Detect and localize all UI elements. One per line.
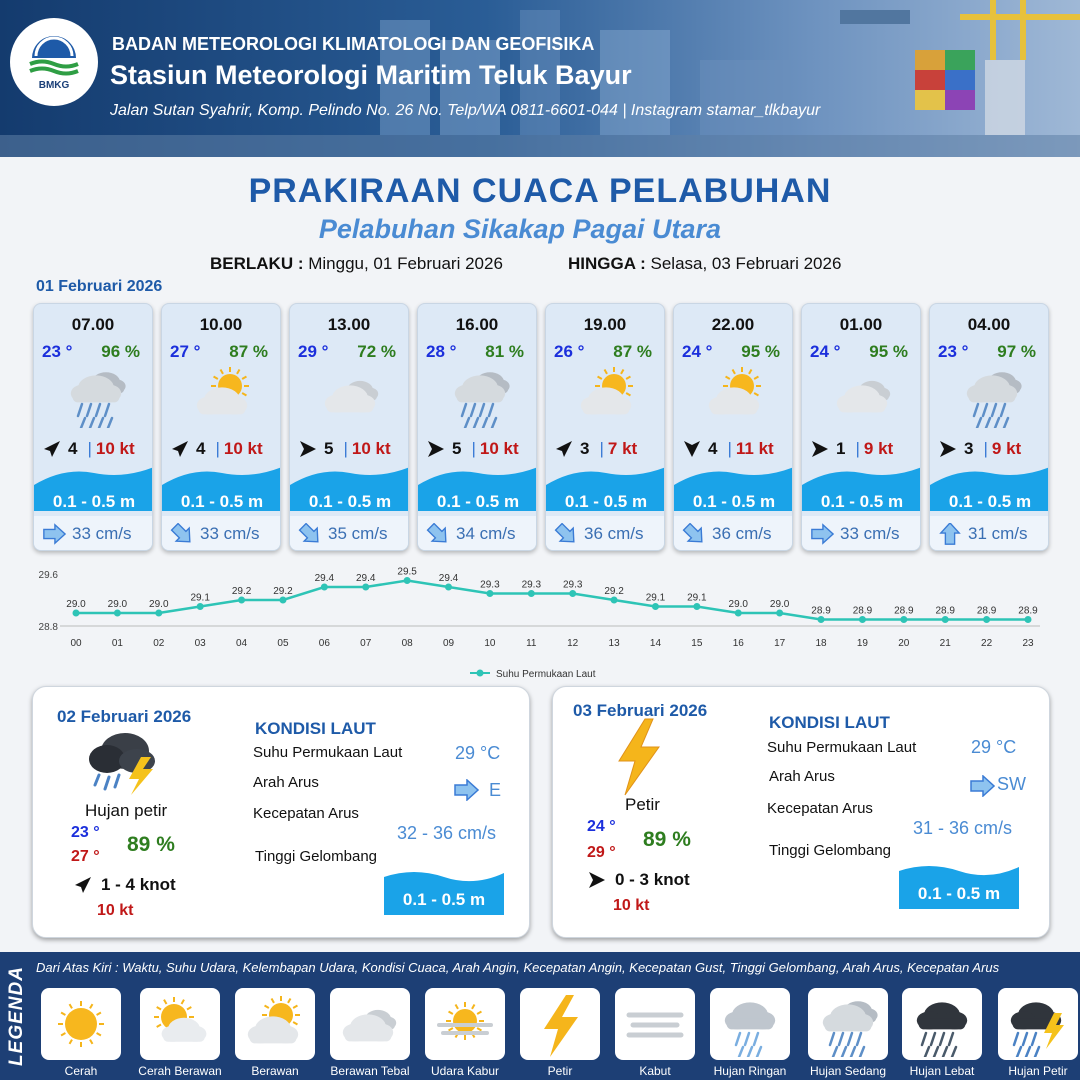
x-tick-label: 16	[732, 638, 744, 649]
day1-date: 01 Februari 2026	[36, 278, 163, 295]
valid-to	[568, 254, 841, 274]
forecast-gust: 7 kt	[607, 439, 638, 458]
forecast-wind: 1 | 9 kt	[810, 439, 920, 459]
forecast-wind: 4 | 11 kt	[682, 439, 792, 459]
forecast-wind-speed: 3	[964, 439, 974, 458]
current-arrow-se-icon	[554, 523, 578, 545]
forecast-current	[802, 516, 921, 551]
sst-data-point	[197, 603, 204, 610]
day3-date: 03 Februari 2026	[573, 701, 708, 720]
legend-item	[520, 988, 600, 1060]
legend-label: Hujan Ringan	[713, 1064, 787, 1078]
sst-data-label: 29.4	[438, 573, 459, 584]
legend-label: Hujan Sedang	[809, 1064, 887, 1078]
sst-data-point	[942, 616, 949, 623]
forecast-time: 04.00	[967, 315, 1011, 334]
legend-item	[425, 988, 505, 1060]
forecast-wind: 3 | 7 kt	[554, 439, 664, 459]
hujan-sedang-icon	[952, 362, 1032, 428]
day2-current-dir-label: Arah Arus	[253, 774, 319, 791]
legend-item	[615, 988, 695, 1060]
current-arrow-se-icon	[298, 523, 322, 545]
forecast-wind-speed: 4	[708, 439, 718, 458]
wind-arrow-e-icon	[938, 439, 958, 459]
sst-data-point	[900, 616, 907, 623]
current-arrow-e-icon	[42, 523, 66, 545]
legend-label: Petir	[547, 1064, 573, 1078]
forecast-gust: 10 kt	[351, 439, 391, 458]
forecast-current	[546, 516, 665, 551]
cerah-icon	[41, 991, 121, 1057]
legend-item	[140, 988, 220, 1060]
valid-from-label: BERLAKU :	[210, 254, 304, 273]
forecast-current-speed: 33 cm/s	[72, 524, 132, 543]
day3-current-speed-label: Kecepatan Arus	[767, 800, 873, 817]
forecast-humidity: 87 %	[613, 342, 652, 361]
legend-label: Hujan Lebat	[909, 1064, 975, 1078]
petir-icon	[520, 991, 600, 1057]
current-arrow-n-icon	[938, 523, 962, 545]
wind-arrow-e-icon	[426, 439, 446, 459]
forecast-temp: 23 °	[42, 342, 73, 361]
sst-data-point	[238, 597, 245, 604]
x-tick-label: 09	[442, 638, 455, 649]
sst-data-point	[362, 584, 369, 591]
forecast-temp: 27 °	[170, 342, 201, 361]
sst-data-label: 29.0	[149, 599, 169, 610]
forecast-wind-speed: 3	[580, 439, 590, 458]
berawan-icon	[235, 991, 315, 1057]
berawan-icon	[568, 362, 648, 428]
station-address: Jalan Sutan Syahrir, Komp. Pelindo No. 26 No. Telp/WA 0811-6601-044 | Instagram stamar_tlkbayur	[110, 102, 821, 119]
forecast-wave-height: 0.1 - 0.5 m	[564, 492, 648, 511]
x-tick-label: 15	[691, 638, 703, 649]
forecast-wind-speed: 4	[196, 439, 206, 458]
forecast-wind: 5 | 10 kt	[426, 439, 536, 459]
forecast-wind: 4 | 10 kt	[170, 439, 280, 459]
legend-label: Hujan Petir	[1008, 1064, 1068, 1078]
x-tick-label: 13	[608, 638, 620, 649]
sst-data-label: 29.1	[687, 592, 707, 604]
forecast-card	[673, 303, 793, 551]
day3-current-speed: 31 - 36 cm/s	[913, 818, 1013, 838]
forecast-humidity: 87 %	[229, 342, 268, 361]
hujan-sedang-icon	[440, 362, 520, 428]
legend-label: Udara Kabur	[430, 1064, 500, 1078]
chart-legend-label: Suhu Permukaan Laut	[496, 669, 596, 680]
day2-humidity: 89 %	[127, 833, 175, 856]
cerah-berawan-icon	[140, 991, 220, 1057]
x-tick-label: 23	[1022, 638, 1034, 649]
x-tick-label: 02	[153, 638, 165, 649]
day2-wave-height: 0.1 - 0.5 m	[402, 890, 486, 909]
day3-panel	[552, 686, 1050, 938]
wind-arrow-ne-icon	[73, 875, 93, 895]
udara-kabur-icon	[425, 991, 505, 1057]
day2-condition: Hujan petir	[85, 801, 168, 820]
x-tick-label: 00	[70, 638, 82, 649]
forecast-wave-height: 0.1 - 0.5 m	[308, 492, 392, 511]
forecast-time: 13.00	[327, 315, 371, 334]
sst-data-label: 28.9	[1018, 605, 1038, 617]
forecast-current-speed: 36 cm/s	[712, 524, 772, 543]
legend-tag-text: LEGENDA	[5, 966, 27, 1066]
wind-arrow-ne-icon	[170, 439, 190, 459]
current-arrow-e-icon	[969, 775, 995, 797]
sst-data-label: 29.2	[231, 586, 252, 597]
forecast-wave-height: 0.1 - 0.5 m	[52, 492, 136, 511]
wind-arrow-e-icon	[587, 870, 607, 890]
sst-data-label: 28.9	[811, 605, 831, 617]
sst-data-point	[528, 590, 535, 597]
forecast-temp: 24 °	[682, 342, 713, 361]
day3-wind-speed: 0 - 3 knot	[615, 870, 690, 889]
sst-data-label: 28.9	[935, 605, 955, 617]
hujan-petir-icon	[998, 991, 1078, 1057]
sst-data-point	[1025, 616, 1032, 623]
x-tick-label: 06	[318, 638, 330, 649]
forecast-gust: 9 kt	[863, 439, 894, 458]
sst-data-label: 28.9	[894, 605, 914, 617]
forecast-wind-speed: 4	[68, 439, 78, 458]
sst-data-point	[859, 616, 866, 623]
day3-sea-title: KONDISI LAUT	[769, 713, 890, 732]
sst-data-label: 29.0	[66, 599, 86, 610]
day3-wave-label: Tinggi Gelombang	[769, 842, 892, 859]
forecast-time: 19.00	[583, 315, 627, 334]
day3-sst-value: 29 °C	[971, 737, 1017, 757]
sst-data-label: 29.0	[769, 599, 790, 610]
forecast-gust: 10 kt	[479, 439, 519, 458]
x-tick-label: 22	[981, 638, 993, 649]
forecast-humidity: 81 %	[485, 342, 524, 361]
day3-gust: 10 kt	[613, 897, 650, 914]
sst-data-point	[983, 616, 990, 623]
day2-wind-speed: 1 - 4 knot	[101, 875, 176, 894]
current-arrow-se-icon	[426, 523, 450, 545]
sst-data-point	[611, 597, 618, 604]
x-tick-label: 18	[815, 638, 827, 649]
y-tick-label: 28.8	[38, 622, 58, 633]
x-tick-label: 14	[649, 638, 662, 649]
day2-sea-title: KONDISI LAUT	[255, 719, 376, 738]
valid-to-label: HINGGA :	[568, 254, 646, 273]
day2-current-speed: 32 - 36 cm/s	[397, 823, 497, 843]
forecast-card	[33, 303, 153, 551]
sst-data-point	[486, 590, 493, 597]
sst-data-point	[569, 590, 576, 597]
forecast-wave-height: 0.1 - 0.5 m	[948, 492, 1032, 511]
berawan-icon	[696, 362, 776, 428]
x-tick-label: 10	[484, 638, 496, 649]
petir-icon	[609, 717, 669, 797]
forecast-temp: 24 °	[810, 342, 841, 361]
x-tick-label: 03	[194, 638, 206, 649]
bmkg-logo-icon	[28, 34, 80, 78]
forecast-time: 22.00	[711, 315, 755, 334]
sst-data-point	[776, 610, 783, 617]
valid-to-value: Selasa, 03 Februari 2026	[650, 254, 842, 273]
day2-sst-label: Suhu Permukaan Laut	[253, 744, 403, 761]
sst-data-label: 29.3	[562, 579, 583, 591]
current-arrow-e-icon	[810, 523, 834, 545]
day3-wave-height: 0.1 - 0.5 m	[917, 884, 1001, 903]
wind-arrow-n-icon	[682, 439, 702, 459]
berawan-tebal-icon	[824, 362, 904, 428]
sst-data-point	[445, 584, 452, 591]
forecast-wave-height: 0.1 - 0.5 m	[820, 492, 904, 511]
forecast-current-speed: 31 cm/s	[968, 524, 1028, 543]
sst-data-label: 29.3	[480, 579, 500, 591]
header-banner	[0, 0, 1080, 157]
legend-tag	[0, 952, 33, 1080]
forecast-wind: 3 | 9 kt	[938, 439, 1048, 459]
day2-panel	[32, 686, 530, 938]
page-title: PRAKIRAAN CUACA PELABUHAN	[248, 172, 832, 210]
sst-data-point	[652, 603, 659, 610]
forecast-card	[545, 303, 665, 551]
forecast-card	[289, 303, 409, 551]
forecast-humidity: 72 %	[357, 342, 396, 361]
x-tick-label: 01	[111, 638, 123, 649]
forecast-wind: 5 | 10 kt	[298, 439, 408, 459]
forecast-card	[929, 303, 1049, 551]
day3-temp-max: 29 °	[587, 844, 616, 861]
forecast-gust: 10 kt	[95, 439, 135, 458]
forecast-current-speed: 35 cm/s	[328, 524, 388, 543]
forecast-humidity: 95 %	[869, 342, 908, 361]
legend-item	[330, 988, 410, 1060]
sst-data-label: 29.5	[397, 566, 417, 578]
x-tick-label: 07	[360, 638, 372, 649]
forecast-wind-speed: 1	[836, 439, 846, 458]
sst-data-point	[735, 610, 742, 617]
forecast-time: 16.00	[455, 315, 499, 334]
forecast-wave-height: 0.1 - 0.5 m	[692, 492, 776, 511]
sst-data-label: 29.0	[728, 599, 748, 610]
forecast-current	[162, 516, 281, 551]
forecast-card	[161, 303, 281, 551]
sst-data-point	[693, 603, 700, 610]
sst-data-point	[114, 610, 121, 617]
day3-condition: Petir	[625, 795, 660, 814]
sst-data-label: 29.4	[356, 573, 376, 584]
forecast-current	[930, 516, 1049, 551]
forecast-current	[674, 516, 793, 551]
day3-temp-min: 24 °	[587, 818, 616, 835]
valid-from-value: Minggu, 01 Februari 2026	[308, 254, 503, 273]
wind-arrow-ne-icon	[554, 439, 574, 459]
legend-item	[710, 988, 790, 1060]
forecast-current-speed: 33 cm/s	[840, 524, 900, 543]
day2-temp-min: 23 °	[71, 824, 100, 841]
legend-label: Berawan Tebal	[330, 1064, 410, 1078]
berawan-tebal-icon	[312, 362, 392, 428]
forecast-gust: 11 kt	[735, 439, 774, 458]
station-name: Stasiun Meteorologi Maritim Teluk Bayur	[110, 60, 632, 90]
forecast-humidity: 96 %	[101, 342, 140, 361]
x-tick-label: 11	[526, 638, 537, 649]
sst-data-label: 29.0	[107, 599, 128, 610]
forecast-gust: 9 kt	[991, 439, 1022, 458]
day2-current-dir: E	[489, 780, 502, 800]
y-tick-label: 29.6	[38, 570, 58, 581]
sst-data-label: 28.9	[852, 605, 873, 617]
hujan-sedang-icon	[808, 991, 888, 1057]
hujan-petir-icon	[81, 727, 165, 797]
sst-data-label: 29.1	[190, 592, 210, 604]
legend-swatch-point	[477, 670, 484, 677]
legend-label: Berawan	[251, 1064, 299, 1078]
forecast-temp: 28 °	[426, 342, 457, 361]
current-arrow-se-icon	[682, 523, 706, 545]
hujan-ringan-icon	[710, 991, 790, 1057]
page-subtitle: Pelabuhan Sikakap Pagai Utara	[318, 214, 722, 244]
forecast-card	[801, 303, 921, 551]
wind-arrow-ne-icon	[42, 439, 62, 459]
forecast-current-speed: 34 cm/s	[456, 524, 516, 543]
legend-label: Kabut	[639, 1064, 671, 1078]
forecast-wind-speed: 5	[324, 439, 334, 458]
sst-data-point	[818, 616, 825, 623]
logo-text: BMKG	[38, 79, 70, 91]
day3-current-dir-label: Arah Arus	[769, 768, 835, 785]
sst-series-line	[76, 581, 1028, 620]
x-tick-label: 05	[277, 638, 289, 649]
forecast-wind-speed: 5	[452, 439, 462, 458]
berawan-tebal-icon	[330, 991, 410, 1057]
day3-humidity: 89 %	[643, 828, 691, 851]
day3-sst-label: Suhu Permukaan Laut	[767, 739, 917, 756]
forecast-current-speed: 33 cm/s	[200, 524, 260, 543]
day2-current-speed-label: Kecepatan Arus	[253, 805, 359, 822]
legend-item	[902, 988, 982, 1060]
sst-data-point	[73, 610, 80, 617]
sst-data-label: 29.3	[521, 579, 542, 591]
forecast-current	[34, 516, 153, 551]
x-tick-label: 12	[567, 638, 579, 649]
forecast-temp: 29 °	[298, 342, 329, 361]
sst-data-point	[155, 610, 162, 617]
forecast-time: 10.00	[199, 315, 243, 334]
forecast-gust: 10 kt	[223, 439, 263, 458]
legend-label: Cerah Berawan	[138, 1064, 222, 1078]
forecast-time: 01.00	[839, 315, 883, 334]
forecast-card	[417, 303, 537, 551]
sst-data-label: 29.1	[645, 592, 666, 604]
sst-data-point	[321, 584, 328, 591]
forecast-current-speed: 36 cm/s	[584, 524, 644, 543]
current-arrow-e-icon	[453, 779, 479, 801]
sst-data-label: 29.4	[314, 573, 335, 584]
forecast-current	[418, 516, 537, 551]
current-arrow-se-icon	[170, 523, 194, 545]
x-tick-label: 19	[856, 638, 868, 649]
sst-data-label: 29.2	[273, 586, 293, 597]
forecast-wave-height: 0.1 - 0.5 m	[436, 492, 520, 511]
forecast-time: 07.00	[71, 315, 115, 334]
x-tick-label: 08	[401, 638, 413, 649]
bmkg-logo	[10, 18, 98, 106]
day3-current-dir: SW	[997, 774, 1026, 794]
sst-data-label: 28.9	[976, 605, 997, 617]
day2-wind	[73, 875, 176, 895]
forecast-humidity: 95 %	[741, 342, 780, 361]
day2-gust: 10 kt	[97, 902, 134, 919]
legend-item	[808, 988, 888, 1060]
x-tick-label: 04	[236, 638, 248, 649]
wind-arrow-e-icon	[298, 439, 318, 459]
forecast-wave-height: 0.1 - 0.5 m	[180, 492, 264, 511]
day2-temp-max: 27 °	[71, 848, 100, 865]
sst-data-point	[404, 577, 411, 584]
valid-from	[210, 254, 503, 274]
legend-item	[998, 988, 1078, 1060]
forecast-humidity: 97 %	[997, 342, 1036, 361]
wind-arrow-e-icon	[810, 439, 830, 459]
legend-label: Cerah	[64, 1064, 98, 1078]
sst-line-chart	[30, 560, 1050, 685]
forecast-temp: 26 °	[554, 342, 585, 361]
agency-name: BADAN METEOROLOGI KLIMATOLOGI DAN GEOFISIKA	[112, 34, 595, 54]
x-tick-label: 21	[939, 638, 951, 649]
x-tick-label: 20	[898, 638, 910, 649]
forecast-wind: 4 | 10 kt	[42, 439, 152, 459]
day3-wind	[587, 870, 690, 890]
sst-data-label: 29.2	[604, 586, 624, 597]
forecast-temp: 23 °	[938, 342, 969, 361]
legend-item	[41, 988, 121, 1060]
legend-description: Dari Atas Kiri : Waktu, Suhu Udara, Kelembapan Udara, Kondisi Cuaca, Arah Angin, Kecepatan Angin, Kecepatan Gust, Tinggi Gelombang, Arah Arus, Kecepatan Arus	[36, 960, 1000, 975]
sst-data-point	[279, 597, 286, 604]
x-tick-label: 17	[774, 638, 786, 649]
hujan-sedang-icon	[56, 362, 136, 428]
kabut-icon	[615, 991, 695, 1057]
forecast-current	[290, 516, 409, 551]
hujan-lebat-icon	[902, 991, 982, 1057]
berawan-icon	[184, 362, 264, 428]
day2-wave-label: Tinggi Gelombang	[255, 848, 378, 865]
day2-sst-value: 29 °C	[455, 743, 501, 763]
day2-date: 02 Februari 2026	[57, 707, 192, 726]
legend-item	[235, 988, 315, 1060]
